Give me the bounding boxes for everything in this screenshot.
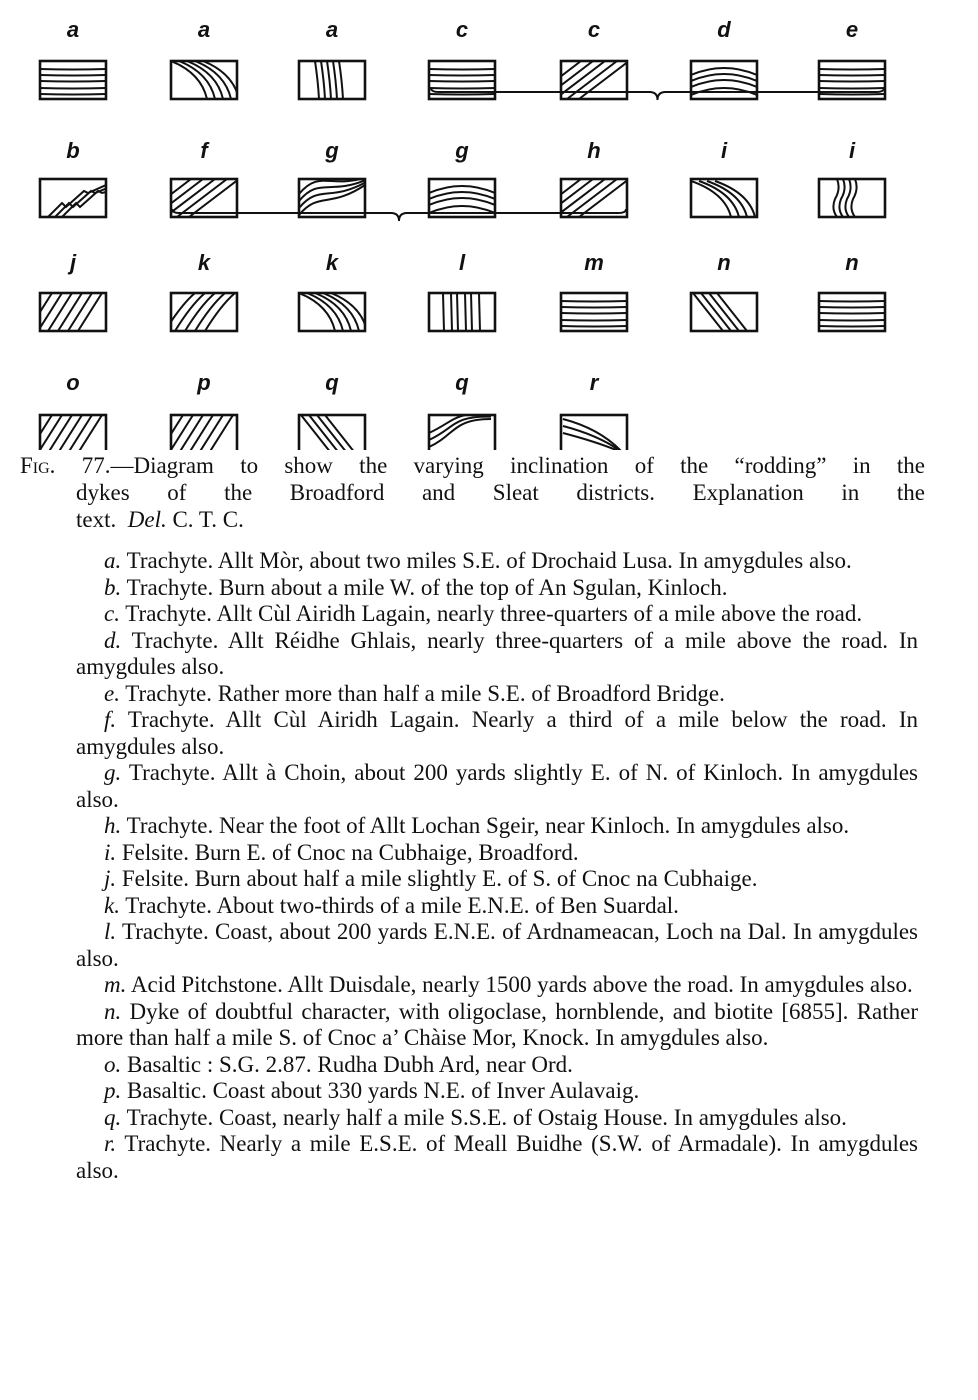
- rodding-panel-i: [819, 138, 885, 217]
- panel-label: e: [845, 17, 859, 42]
- panel-frame: [429, 293, 495, 331]
- legend-entry-n: [76, 999, 918, 1052]
- panel-frame: [691, 293, 757, 331]
- panel-label: n: [845, 250, 859, 275]
- legend-text: Trachyte. Coast, nearly half a mile S.S.E. of Ostaig House. In amygdules also.: [121, 1104, 847, 1130]
- legend-key: d.: [104, 627, 122, 653]
- rodding-panel-f: [141, 138, 239, 217]
- panel-label: c: [455, 17, 469, 42]
- legend-entry-j: [76, 866, 918, 893]
- brace-c-to-e: [431, 88, 884, 100]
- panel-frame: [40, 61, 106, 99]
- panel-label: d: [717, 17, 731, 42]
- legend-text: Trachyte. Near the foot of Allt Lochan Sgeir, near Kinloch. In amygdules also.: [121, 813, 850, 838]
- figure-caption: [20, 452, 925, 533]
- caption-initials: C. T. C.: [172, 507, 244, 532]
- panel-frame: [171, 179, 237, 217]
- caption-line-2: dykes of the Broadford and Sleat districts. Explanation in the: [76, 480, 925, 505]
- rodding-panel-c: [531, 17, 629, 99]
- panel-frame: [429, 415, 495, 450]
- panel-label: a: [66, 17, 80, 42]
- rodding-panel-p: [159, 370, 237, 450]
- panel-frame: [819, 61, 885, 99]
- legend-key: b.: [104, 574, 122, 600]
- legend-key: l.: [104, 919, 117, 944]
- legend-key: o.: [104, 1051, 122, 1077]
- panel-frame: [819, 179, 885, 217]
- panel-frame: [819, 293, 885, 331]
- panel-frame: [429, 179, 495, 217]
- legend-text: Trachyte. Allt Réidhe Ghlais, nearly three-quarters of a mile above the road. In amygdules also.: [76, 627, 918, 679]
- panel-frame: [429, 61, 495, 99]
- panel-label: l: [458, 250, 466, 275]
- legend-key: p.: [104, 1078, 122, 1103]
- diagram-row-3: [28, 250, 885, 331]
- legend-entry-q: [76, 1105, 918, 1132]
- panel-frame: [299, 415, 365, 450]
- legend-text: Basaltic. Coast about 330 yards N.E. of Inver Aulavaig.: [121, 1078, 640, 1103]
- rodding-panel-a: [299, 17, 365, 99]
- rodding-panel-c: [429, 17, 495, 99]
- rodding-panel-o: [28, 370, 106, 450]
- rodding-panel-g: [299, 138, 365, 217]
- panel-frame: [171, 415, 237, 450]
- caption-line-1: Fig. 77.—Diagram to show the varying inclination of the “rodding” in the: [20, 453, 925, 478]
- panel-label: b: [66, 138, 80, 163]
- rodding-panel-m: [561, 250, 627, 331]
- legend-key: e.: [104, 680, 120, 706]
- caption-line-3: text. Del. C. T. C.: [76, 507, 244, 532]
- legend-entry-c: [76, 601, 918, 628]
- legend-key: c.: [104, 601, 120, 626]
- rodding-panel-r: [561, 370, 627, 450]
- legend-entry-i: [76, 840, 918, 867]
- legend-key: m.: [104, 972, 127, 997]
- panel-frame: [561, 61, 627, 99]
- legend-entry-h: [76, 813, 918, 840]
- legend-text: Felsite. Burn about half a mile slightly E. of S. of Cnoc na Cubhaige.: [116, 866, 758, 891]
- legend-key: n.: [104, 998, 122, 1024]
- panel-label: a: [197, 17, 211, 42]
- panel-frame: [40, 293, 106, 331]
- panel-frame: [171, 61, 237, 99]
- panel-frame: [691, 179, 757, 217]
- legend-text: Basaltic : S.G. 2.87. Rudha Dubh Ard, near Ord.: [121, 1051, 573, 1077]
- rodding-panel-e: [819, 17, 885, 99]
- legend-entry-o: [76, 1052, 918, 1079]
- legend-text: Dyke of doubtful character, with oligoclase, hornblende, and biotite [6855]. Rather more than half a mile S. of Cnoc a’ Chàise Mor, Knock. In amygdules also.: [76, 998, 918, 1050]
- panel-label: h: [587, 138, 601, 163]
- legend-key: q.: [104, 1104, 122, 1130]
- rodding-panel-l: [429, 250, 495, 331]
- rodding-panel-a: [171, 17, 239, 99]
- panel-label: i: [720, 138, 728, 163]
- rodding-panel-j: [28, 250, 106, 331]
- legend-key: f.: [104, 707, 117, 732]
- diagram-row-1: [40, 17, 885, 99]
- panel-frame: [40, 179, 106, 217]
- legend-key: h.: [104, 813, 122, 838]
- panel-label: o: [66, 370, 80, 395]
- panel-label: g: [325, 138, 339, 163]
- panel-frame: [40, 415, 106, 450]
- panel-label: q: [325, 370, 339, 395]
- panel-frame: [561, 179, 627, 217]
- legend-text: Acid Pitchstone. Allt Duisdale, nearly 1500 yards above the road. In amygdules also.: [126, 972, 913, 997]
- panel-label: k: [325, 250, 339, 275]
- legend-entry-b: [76, 575, 918, 602]
- legend-list: [76, 548, 918, 1184]
- legend-text: Trachyte. Allt Cùl Airidh Lagain, nearly three-quarters of a mile above the road.: [119, 601, 863, 626]
- panel-frame: [691, 61, 757, 99]
- diagram-row-2: [40, 138, 885, 217]
- figure-number: Fig. 77.: [20, 453, 111, 478]
- legend-text: Felsite. Burn E. of Cnoc na Cubhaige, Broadford.: [116, 839, 579, 865]
- rodding-panel-n: [819, 250, 885, 331]
- panel-frame: [299, 179, 365, 217]
- legend-text: Trachyte. Allt Cùl Airidh Lagain. Nearly a third of a mile below the road. In amygdules also.: [76, 707, 918, 759]
- legend-entry-a: [76, 548, 918, 575]
- legend-text: Trachyte. Allt Mòr, about two miles S.E. of Drochaid Lusa. In amygdules also.: [121, 548, 852, 573]
- caption-del: Del.: [127, 507, 167, 532]
- rodding-diagram: [0, 0, 978, 450]
- panel-frame: [299, 61, 365, 99]
- rodding-panel-b: [40, 138, 106, 217]
- legend-entry-m: [76, 972, 918, 999]
- panel-frame: [171, 293, 237, 331]
- legend-text: Trachyte. Rather more than half a mile S.E. of Broadford Bridge.: [119, 680, 725, 706]
- panel-label: g: [455, 138, 469, 163]
- panel-label: m: [584, 250, 604, 275]
- rodding-panel-h: [531, 138, 629, 217]
- panel-label: q: [455, 370, 469, 395]
- legend-entry-r: [76, 1131, 918, 1184]
- rodding-panel-k: [299, 250, 367, 331]
- legend-key: j.: [104, 866, 117, 891]
- panel-frame: [299, 293, 365, 331]
- legend-entry-d: [76, 628, 918, 681]
- legend-entry-e: [76, 681, 918, 708]
- rodding-panel-a: [40, 17, 106, 99]
- legend-key: a.: [104, 548, 122, 573]
- panel-label: k: [197, 250, 211, 275]
- legend-entry-k: [76, 893, 918, 920]
- legend-text: Trachyte. Allt à Choin, about 200 yards slightly E. of N. of Kinloch. In amygdules also.: [76, 760, 918, 812]
- panel-label: a: [325, 17, 339, 42]
- panel-label: n: [717, 250, 731, 275]
- legend-key: i.: [104, 839, 117, 865]
- brace-f-to-h: [172, 209, 626, 221]
- panel-label: f: [200, 138, 208, 163]
- rodding-panel-k: [165, 250, 237, 331]
- panel-label: r: [589, 370, 599, 395]
- legend-entry-g: [76, 760, 918, 813]
- rodding-panel-g: [429, 138, 495, 217]
- legend-key: g.: [104, 760, 122, 785]
- legend-text: Trachyte. Burn about a mile W. of the top of An Sgulan, Kinloch.: [121, 574, 728, 600]
- rodding-panel-d: [691, 17, 757, 99]
- legend-entry-p: [76, 1078, 918, 1105]
- rodding-panel-q: [429, 370, 495, 450]
- legend-text: Trachyte. Coast, about 200 yards E.N.E. of Ardnameacan, Loch na Dal. In amygdules also.: [76, 919, 918, 971]
- diagram-row-4: [28, 370, 627, 450]
- panel-frame: [561, 293, 627, 331]
- legend-entry-f: [76, 707, 918, 760]
- rodding-panel-q: [299, 370, 365, 450]
- rodding-panel-n: [691, 250, 757, 331]
- legend-key: r.: [104, 1131, 117, 1156]
- panel-label: i: [848, 138, 856, 163]
- panel-frame: [561, 415, 627, 450]
- rodding-panel-i: [691, 138, 757, 217]
- panel-label: c: [587, 17, 601, 42]
- legend-key: k.: [104, 892, 120, 918]
- legend-text: Trachyte. About two-thirds of a mile E.N.E. of Ben Suardal.: [119, 892, 679, 918]
- panel-label: j: [69, 250, 77, 275]
- panel-label: p: [197, 370, 211, 395]
- legend-text: Trachyte. Nearly a mile E.S.E. of Meall Buidhe (S.W. of Armadale). In amygdules also.: [76, 1131, 918, 1183]
- legend-entry-l: [76, 919, 918, 972]
